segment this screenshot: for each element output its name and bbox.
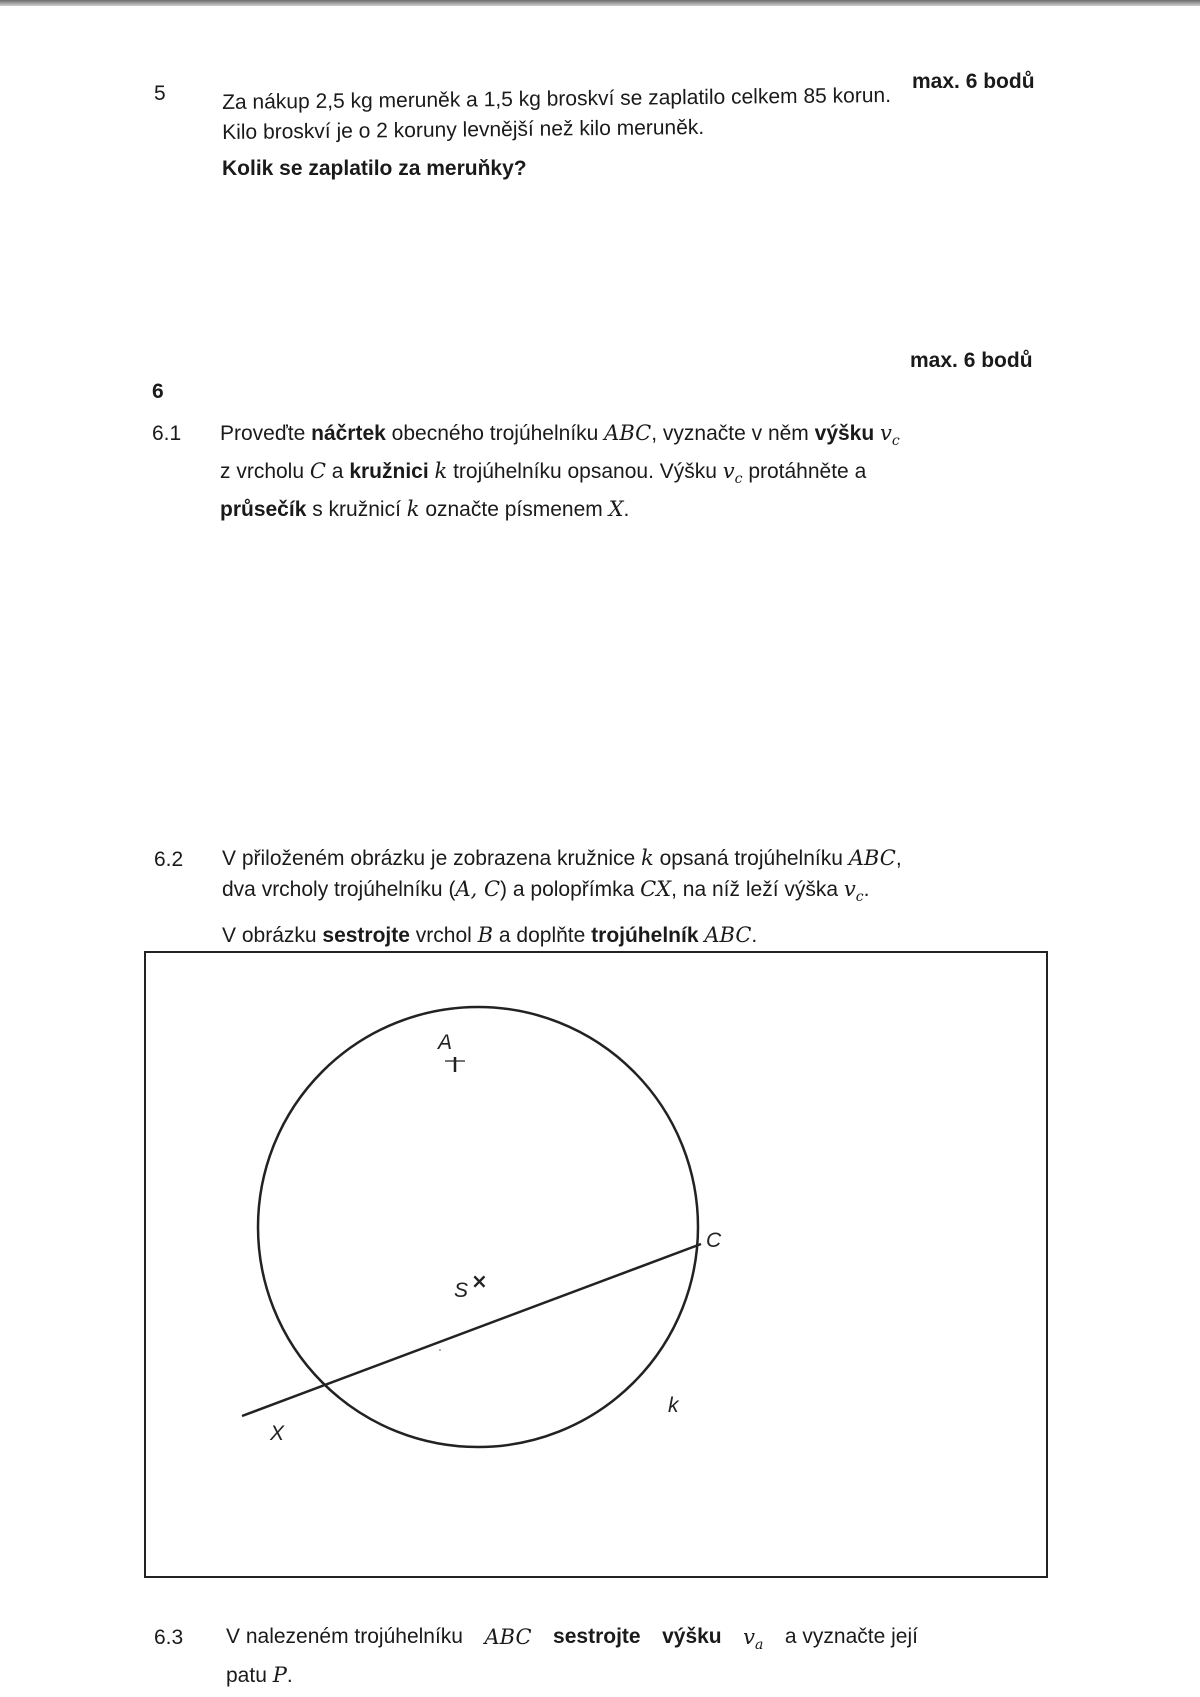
- part-6-2-text: [222, 843, 922, 951]
- scan-speck: [439, 1349, 441, 1351]
- center-s-mark: ×: [471, 1269, 488, 1293]
- keyword-vysku-2: výšku: [662, 1625, 722, 1648]
- keyword-prusecik: průsečík: [220, 498, 307, 522]
- part-6-3-line-1: V nalezeném trojúhelníku ABC sestrojte výšku $v_a$ a vyznačte její: [226, 1622, 918, 1660]
- part-6-1-text: [220, 418, 910, 525]
- label-k: k: [668, 1394, 679, 1417]
- circumcircle-k: [258, 1007, 698, 1447]
- problem-5-question: Kolik se zaplatilo za meruňky?: [222, 157, 527, 180]
- part-6-3-number: 6.3: [154, 1626, 184, 1649]
- figure-canvas[interactable]: [146, 953, 1046, 1576]
- problem-5-line-1: Za nákup 2,5 kg meruněk a 1,5 kg broskví se zaplatilo celkem 85 korun.: [222, 83, 892, 114]
- keyword-vysku: výšku: [814, 422, 875, 445]
- label-s: S: [454, 1279, 469, 1302]
- keyword-nacrtek: náčrtek: [311, 422, 386, 445]
- problem-5-points: max. 6 bodů: [912, 70, 1035, 93]
- label-x: X: [270, 1422, 285, 1445]
- part-6-1-line-1: Proveďte náčrtek obecného trojúhelníku ABC, vyznačte v něm výšku $v_c$: [220, 421, 900, 450]
- part-6-1-line-3: průsečík s kružnicí k označte písmenem X.: [220, 497, 630, 522]
- problem-6-number: 6: [152, 380, 164, 403]
- problem-5-line-2: Kilo broskví je o 2 koruny levnější než kilo meruněk.: [222, 115, 705, 144]
- problem-6-points: max. 6 bodů: [910, 349, 1033, 372]
- construction-figure[interactable]: [144, 951, 1048, 1578]
- keyword-sestrojte: sestrojte: [322, 924, 410, 948]
- problem-5-number: 5: [154, 82, 166, 105]
- scan-top-edge: [0, 0, 1200, 6]
- label-c: C: [706, 1229, 722, 1252]
- keyword-trojuhelnik: trojúhelník: [591, 924, 699, 948]
- part-6-3-text: [226, 1622, 918, 1691]
- part-6-3-line-2: patu P.: [226, 1663, 293, 1688]
- keyword-kruznici: kružnici: [349, 460, 429, 484]
- label-a: A: [438, 1031, 453, 1054]
- part-6-1-line-2: z vrcholu C a kružnici k trojúhelníku opsanou. Výšku $v_c$ protáhněte a: [220, 459, 867, 488]
- part-6-2-line-1: V přiloženém obrázku je zobrazena kružnice k opsaná trojúhelníku ABC,: [222, 846, 902, 870]
- part-6-2-line-3: V obrázku sestrojte vrchol B a doplňte trojúhelník ABC.: [222, 923, 758, 948]
- part-6-2-line-2: dva vrcholy trojúhelníku (A, C) a polopřímka CX, na níž leží výška $v_c$.: [222, 877, 870, 906]
- part-6-1-number: 6.1: [152, 422, 182, 445]
- part-6-2-number: 6.2: [154, 848, 184, 871]
- keyword-sestrojte-2: sestrojte: [553, 1625, 641, 1648]
